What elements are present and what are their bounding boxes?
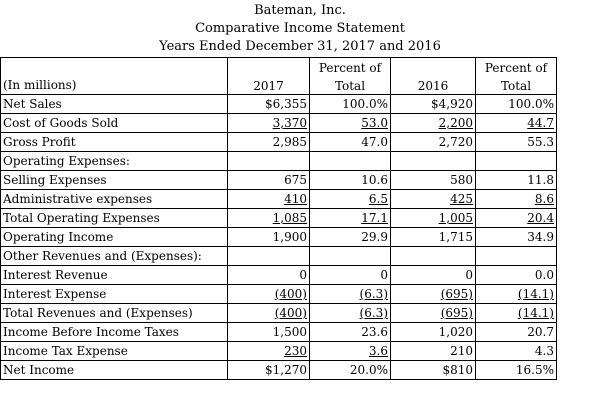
table-row xyxy=(1,152,557,171)
table-row xyxy=(1,190,557,209)
table-row xyxy=(1,133,557,152)
percent-2017-text: (6.3) xyxy=(359,306,388,320)
value-2016 xyxy=(391,152,476,171)
percent-2017 xyxy=(310,171,391,190)
row-label: Income Tax Expense xyxy=(1,342,228,361)
value-2017 xyxy=(228,114,310,133)
table-row xyxy=(1,114,557,133)
percent-2016 xyxy=(476,323,557,342)
row-label: Other Revenues and (Expenses): xyxy=(1,247,228,266)
value-2017 xyxy=(228,304,310,323)
percent-2017 xyxy=(310,342,391,361)
company-name: Bateman, Inc. xyxy=(254,3,346,18)
percent-2017-text: 53.0 xyxy=(361,116,388,130)
header-units: (In millions) xyxy=(1,76,228,95)
percent-2016 xyxy=(476,95,557,114)
row-label: Operating Expenses: xyxy=(1,152,228,171)
percent-2017 xyxy=(310,190,391,209)
percent-2016-text: 20.7 xyxy=(527,325,554,339)
value-2017-text: (400) xyxy=(274,306,307,320)
value-2017-text: 2,985 xyxy=(272,135,307,149)
percent-2016 xyxy=(476,342,557,361)
percent-2016 xyxy=(476,285,557,304)
value-2016-text: 0 xyxy=(465,268,473,282)
percent-2017 xyxy=(310,323,391,342)
value-2017 xyxy=(228,95,310,114)
value-2016-text: $4,920 xyxy=(431,97,473,111)
value-2016 xyxy=(391,114,476,133)
percent-2016 xyxy=(476,171,557,190)
value-2016-text: 1,715 xyxy=(438,230,473,244)
value-2016-text: (695) xyxy=(440,287,473,301)
value-2016 xyxy=(391,247,476,266)
row-label: Total Operating Expenses xyxy=(1,209,228,228)
value-2017-text: 0 xyxy=(299,268,307,282)
value-2017 xyxy=(228,190,310,209)
percent-2016 xyxy=(476,361,557,380)
table-row xyxy=(1,342,557,361)
percent-2017-text: (6.3) xyxy=(359,287,388,301)
header-blank xyxy=(1,58,228,77)
row-label: Total Revenues and (Expenses) xyxy=(1,304,228,323)
statement-name: Comparative Income Statement xyxy=(195,21,405,36)
percent-2017-text: 100.0% xyxy=(342,97,388,111)
value-2016 xyxy=(391,266,476,285)
value-2016 xyxy=(391,171,476,190)
value-2017 xyxy=(228,266,310,285)
table-row xyxy=(1,323,557,342)
header-blank-2017 xyxy=(228,58,310,77)
row-label: Net Income xyxy=(1,361,228,380)
table-row xyxy=(1,304,557,323)
value-2016 xyxy=(391,285,476,304)
statement-title-block xyxy=(0,2,600,56)
percent-2017 xyxy=(310,152,391,171)
percent-2017-text: 20.0% xyxy=(349,363,388,377)
value-2017-text: 1,085 xyxy=(272,211,307,225)
statement-period: Years Ended December 31, 2017 and 2016 xyxy=(159,39,441,54)
percent-2017-text: 29.9 xyxy=(361,230,388,244)
percent-2017-text: 6.5 xyxy=(368,192,388,206)
table-row xyxy=(1,209,557,228)
percent-2016-text: (14.1) xyxy=(517,306,554,320)
row-label: Selling Expenses xyxy=(1,171,228,190)
value-2016 xyxy=(391,323,476,342)
percent-2016 xyxy=(476,133,557,152)
value-2016 xyxy=(391,304,476,323)
percent-2017 xyxy=(310,247,391,266)
value-2016-text: 2,200 xyxy=(438,116,473,130)
percent-2016-text: 44.7 xyxy=(527,116,554,130)
percent-2016-text: 0.0 xyxy=(534,268,554,282)
value-2016 xyxy=(391,228,476,247)
table-row xyxy=(1,247,557,266)
value-2016 xyxy=(391,342,476,361)
value-2016-text: 580 xyxy=(450,173,473,187)
value-2016 xyxy=(391,361,476,380)
table-row xyxy=(1,266,557,285)
value-2017 xyxy=(228,171,310,190)
value-2016-text: 2,720 xyxy=(438,135,473,149)
value-2017 xyxy=(228,133,310,152)
percent-2016 xyxy=(476,190,557,209)
percent-2016-text: 100.0% xyxy=(508,97,554,111)
value-2017 xyxy=(228,228,310,247)
header-pct-2016-bottom: Total xyxy=(476,76,557,95)
header-pct-2017-top: Percent of xyxy=(310,58,391,77)
table-row xyxy=(1,171,557,190)
percent-2017 xyxy=(310,361,391,380)
value-2016-text: (695) xyxy=(440,306,473,320)
row-label: Operating Income xyxy=(1,228,228,247)
percent-2016 xyxy=(476,152,557,171)
percent-2016 xyxy=(476,228,557,247)
row-label: Gross Profit xyxy=(1,133,228,152)
header-pct-2017-bottom: Total xyxy=(310,76,391,95)
table-row xyxy=(1,361,557,380)
value-2017 xyxy=(228,285,310,304)
percent-2017-text: 47.0 xyxy=(361,135,388,149)
table-row xyxy=(1,95,557,114)
header-pct-2016-top: Percent of xyxy=(476,58,557,77)
value-2017-text: (400) xyxy=(274,287,307,301)
percent-2017 xyxy=(310,266,391,285)
percent-2016-text: 34.9 xyxy=(527,230,554,244)
row-label: Net Sales xyxy=(1,95,228,114)
table-row xyxy=(1,228,557,247)
statement-body xyxy=(1,95,557,380)
header-year-2017: 2017 xyxy=(228,76,310,95)
value-2017 xyxy=(228,342,310,361)
value-2017-text: 410 xyxy=(284,192,307,206)
percent-2016-text: 4.3 xyxy=(534,344,554,358)
table-row xyxy=(1,285,557,304)
value-2017-text: 1,900 xyxy=(272,230,307,244)
percent-2017 xyxy=(310,228,391,247)
value-2017-text: 1,500 xyxy=(272,325,307,339)
percent-2016 xyxy=(476,304,557,323)
value-2016 xyxy=(391,190,476,209)
percent-2016-text: (14.1) xyxy=(517,287,554,301)
percent-2017 xyxy=(310,133,391,152)
row-label: Income Before Income Taxes xyxy=(1,323,228,342)
header-row-bottom xyxy=(1,76,557,95)
value-2017-text: 230 xyxy=(284,344,307,358)
percent-2017 xyxy=(310,285,391,304)
value-2016 xyxy=(391,133,476,152)
value-2017-text: $1,270 xyxy=(265,363,307,377)
value-2017 xyxy=(228,247,310,266)
value-2017 xyxy=(228,209,310,228)
value-2016-text: 425 xyxy=(450,192,473,206)
percent-2016 xyxy=(476,266,557,285)
row-label: Interest Revenue xyxy=(1,266,228,285)
percent-2017-text: 17.1 xyxy=(361,211,388,225)
percent-2016 xyxy=(476,209,557,228)
value-2017-text: $6,355 xyxy=(265,97,307,111)
value-2016-text: $810 xyxy=(442,363,473,377)
percent-2016-text: 55.3 xyxy=(527,135,554,149)
percent-2017-text: 0 xyxy=(380,268,388,282)
value-2016-text: 210 xyxy=(450,344,473,358)
percent-2017 xyxy=(310,114,391,133)
percent-2017 xyxy=(310,304,391,323)
row-label: Cost of Goods Sold xyxy=(1,114,228,133)
value-2017 xyxy=(228,361,310,380)
percent-2016-text: 8.6 xyxy=(534,192,554,206)
percent-2016-text: 20.4 xyxy=(527,211,554,225)
value-2016-text: 1,020 xyxy=(438,325,473,339)
header-blank-2016 xyxy=(391,58,476,77)
percent-2017-text: 10.6 xyxy=(361,173,388,187)
percent-2016 xyxy=(476,114,557,133)
percent-2017 xyxy=(310,95,391,114)
percent-2016 xyxy=(476,247,557,266)
value-2017 xyxy=(228,323,310,342)
value-2017 xyxy=(228,152,310,171)
value-2017-text: 3,370 xyxy=(272,116,307,130)
value-2017-text: 675 xyxy=(284,173,307,187)
percent-2016-text: 11.8 xyxy=(527,173,554,187)
income-statement-table xyxy=(0,57,557,380)
row-label: Administrative expenses xyxy=(1,190,228,209)
percent-2017-text: 3.6 xyxy=(368,344,388,358)
percent-2017-text: 23.6 xyxy=(361,325,388,339)
value-2016 xyxy=(391,95,476,114)
percent-2017 xyxy=(310,209,391,228)
value-2016 xyxy=(391,209,476,228)
header-row-top xyxy=(1,58,557,77)
row-label: Interest Expense xyxy=(1,285,228,304)
percent-2016-text: 16.5% xyxy=(515,363,554,377)
value-2016-text: 1,005 xyxy=(438,211,473,225)
header-year-2016: 2016 xyxy=(391,76,476,95)
